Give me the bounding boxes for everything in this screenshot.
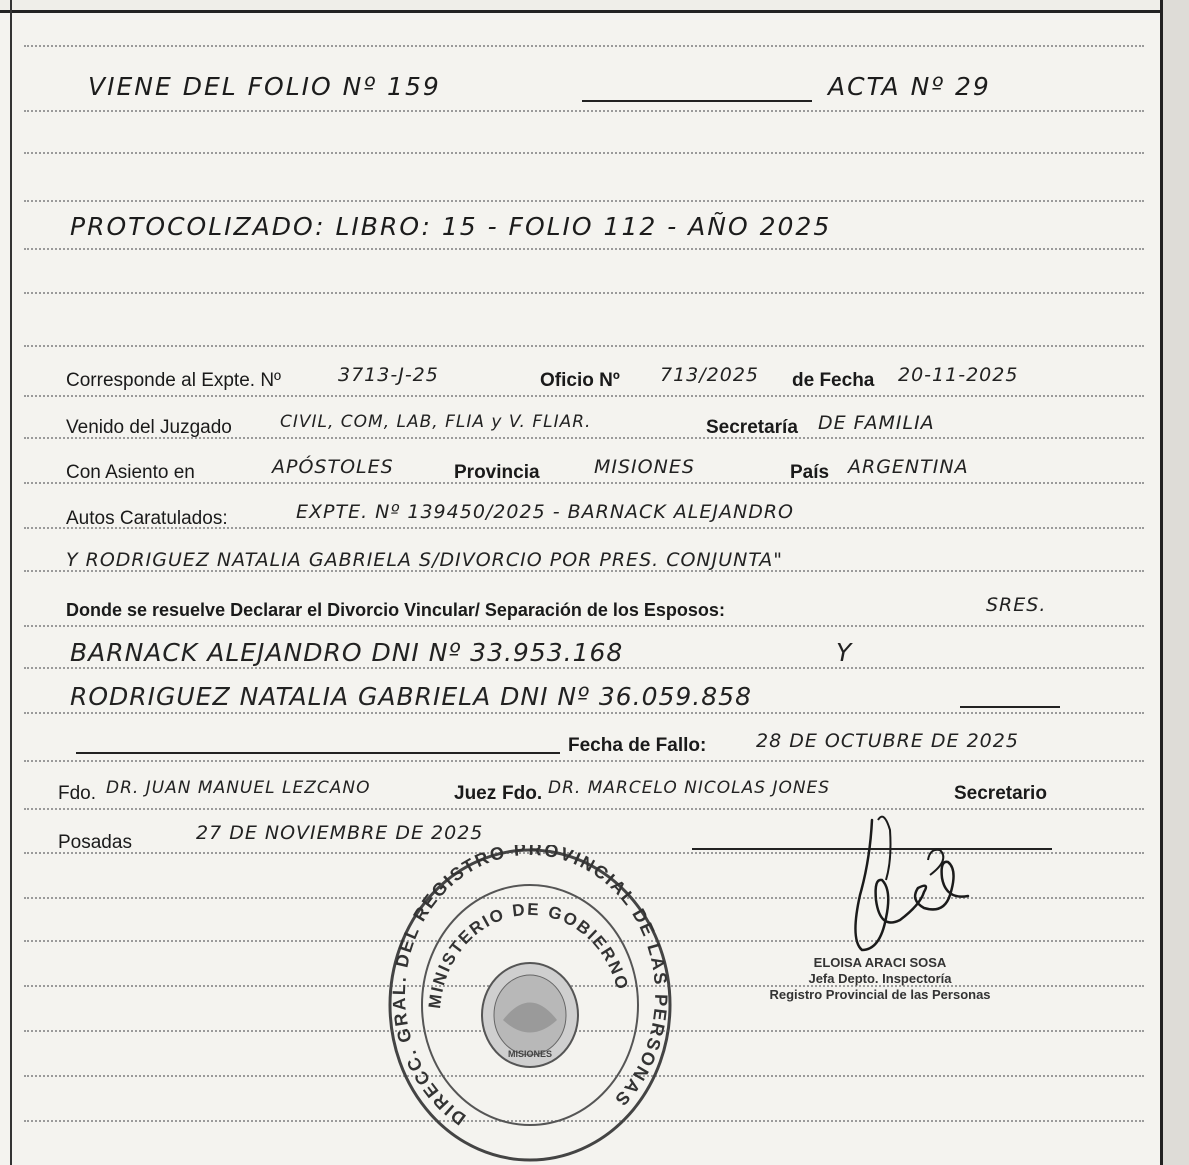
header-dash <box>582 100 812 102</box>
fdo-label: Fdo. <box>58 783 97 804</box>
secretario-value: DR. MARCELO NICOLAS JONES <box>548 778 831 798</box>
ruled-line <box>24 45 1144 47</box>
acta-number: ACTA Nº 29 <box>828 72 991 101</box>
autos-label: Autos Caratulados: <box>66 508 228 529</box>
juez-value: DR. JUAN MANUEL LEZCANO <box>106 778 371 798</box>
protocolizado-line: PROTOCOLIZADO: LIBRO: 15 - FOLIO 112 - AÑO 2025 <box>70 212 832 241</box>
autos-value-2: Y RODRIGUEZ NATALIA GABRIELA S/DIVORCIO POR PRES. CONJUNTA" <box>66 549 783 571</box>
posadas-value: 27 DE NOVIEMBRE DE 2025 <box>196 822 484 844</box>
provincia-value: MISIONES <box>594 456 695 478</box>
handwritten-signature-icon <box>820 800 1000 970</box>
posadas-label: Posadas <box>58 832 132 853</box>
juzgado-label: Venido del Juzgado <box>66 417 232 438</box>
stamp-seal-icon <box>385 845 675 1165</box>
pais-value: ARGENTINA <box>848 456 969 478</box>
ruled-line <box>24 110 1144 112</box>
juez-label: Juez <box>454 783 497 804</box>
fallo-dash <box>76 752 560 754</box>
provincia-label: Provincia <box>454 462 540 483</box>
fallo-value: 28 DE OCTUBRE DE 2025 <box>756 730 1019 752</box>
left-margin-rule <box>10 0 12 1165</box>
oficio-value: 713/2025 <box>660 364 760 386</box>
esposo-2-dash <box>960 706 1060 708</box>
resuelve-value: SRES. <box>986 594 1047 616</box>
ruled-line <box>24 667 1144 669</box>
expte-value: 3713-J-25 <box>338 364 439 386</box>
juzgado-value: CIVIL, COM, LAB, FLIA y V. FLIAR. <box>280 412 592 432</box>
page-edge <box>1163 0 1189 1165</box>
asiento-value: APÓSTOLES <box>272 456 394 478</box>
signer-name: ELOISA ARACI SOSA <box>813 955 947 970</box>
secretaria-value: DE FAMILIA <box>818 412 935 434</box>
fallo-label: Fecha de Fallo: <box>568 735 707 756</box>
ruled-line <box>24 248 1144 250</box>
signer-role: Jefa Depto. Inspectoría <box>808 971 952 986</box>
viene-del-folio: VIENE DEL FOLIO Nº 159 <box>88 72 441 101</box>
ruled-line <box>24 345 1144 347</box>
expte-label: Corresponde al Expte. Nº <box>66 370 281 391</box>
official-stamp <box>385 845 675 1165</box>
stamp-emblem-text: MISIONES <box>507 1049 553 1059</box>
fdo2-label: Fdo. <box>502 783 543 804</box>
ruled-line <box>24 152 1144 154</box>
pais-label: País <box>790 462 830 483</box>
esposo-2: RODRIGUEZ NATALIA GABRIELA DNI Nº 36.059.858 <box>70 682 752 711</box>
ruled-line <box>24 395 1144 397</box>
stamp-outer-text: DIRECC. GRAL. DEL REGISTRO PROVINCIAL DE LAS PERSONAS <box>388 845 672 1130</box>
ruled-line <box>24 712 1144 714</box>
ruled-line <box>24 292 1144 294</box>
ruled-line <box>24 200 1144 202</box>
secretaria-label: Secretaría <box>706 417 798 438</box>
ruled-line <box>24 760 1144 762</box>
esposo-conjunction: Y <box>836 638 853 667</box>
esposo-1: BARNACK ALEJANDRO DNI Nº 33.953.168 <box>70 638 624 667</box>
signature-stamp <box>720 955 1040 1003</box>
oficio-label: Oficio Nº <box>540 370 620 391</box>
stamp-inner-text: MINISTERIO DE GOBIERNO <box>424 899 633 1010</box>
resuelve-label: Donde se resuelve Declarar el Divorcio Vincular/ Separación de los Esposos: <box>66 600 725 620</box>
fecha-value: 20-11-2025 <box>898 364 1019 386</box>
autos-value-1: EXPTE. Nº 139450/2025 - BARNACK ALEJANDRO <box>296 501 794 523</box>
secretario-label: Secretario <box>954 783 1047 804</box>
fecha-label: de Fecha <box>792 370 875 391</box>
asiento-label: Con Asiento en <box>66 462 195 483</box>
signer-org: Registro Provincial de las Personas <box>769 987 991 1002</box>
ruled-line <box>24 625 1144 627</box>
